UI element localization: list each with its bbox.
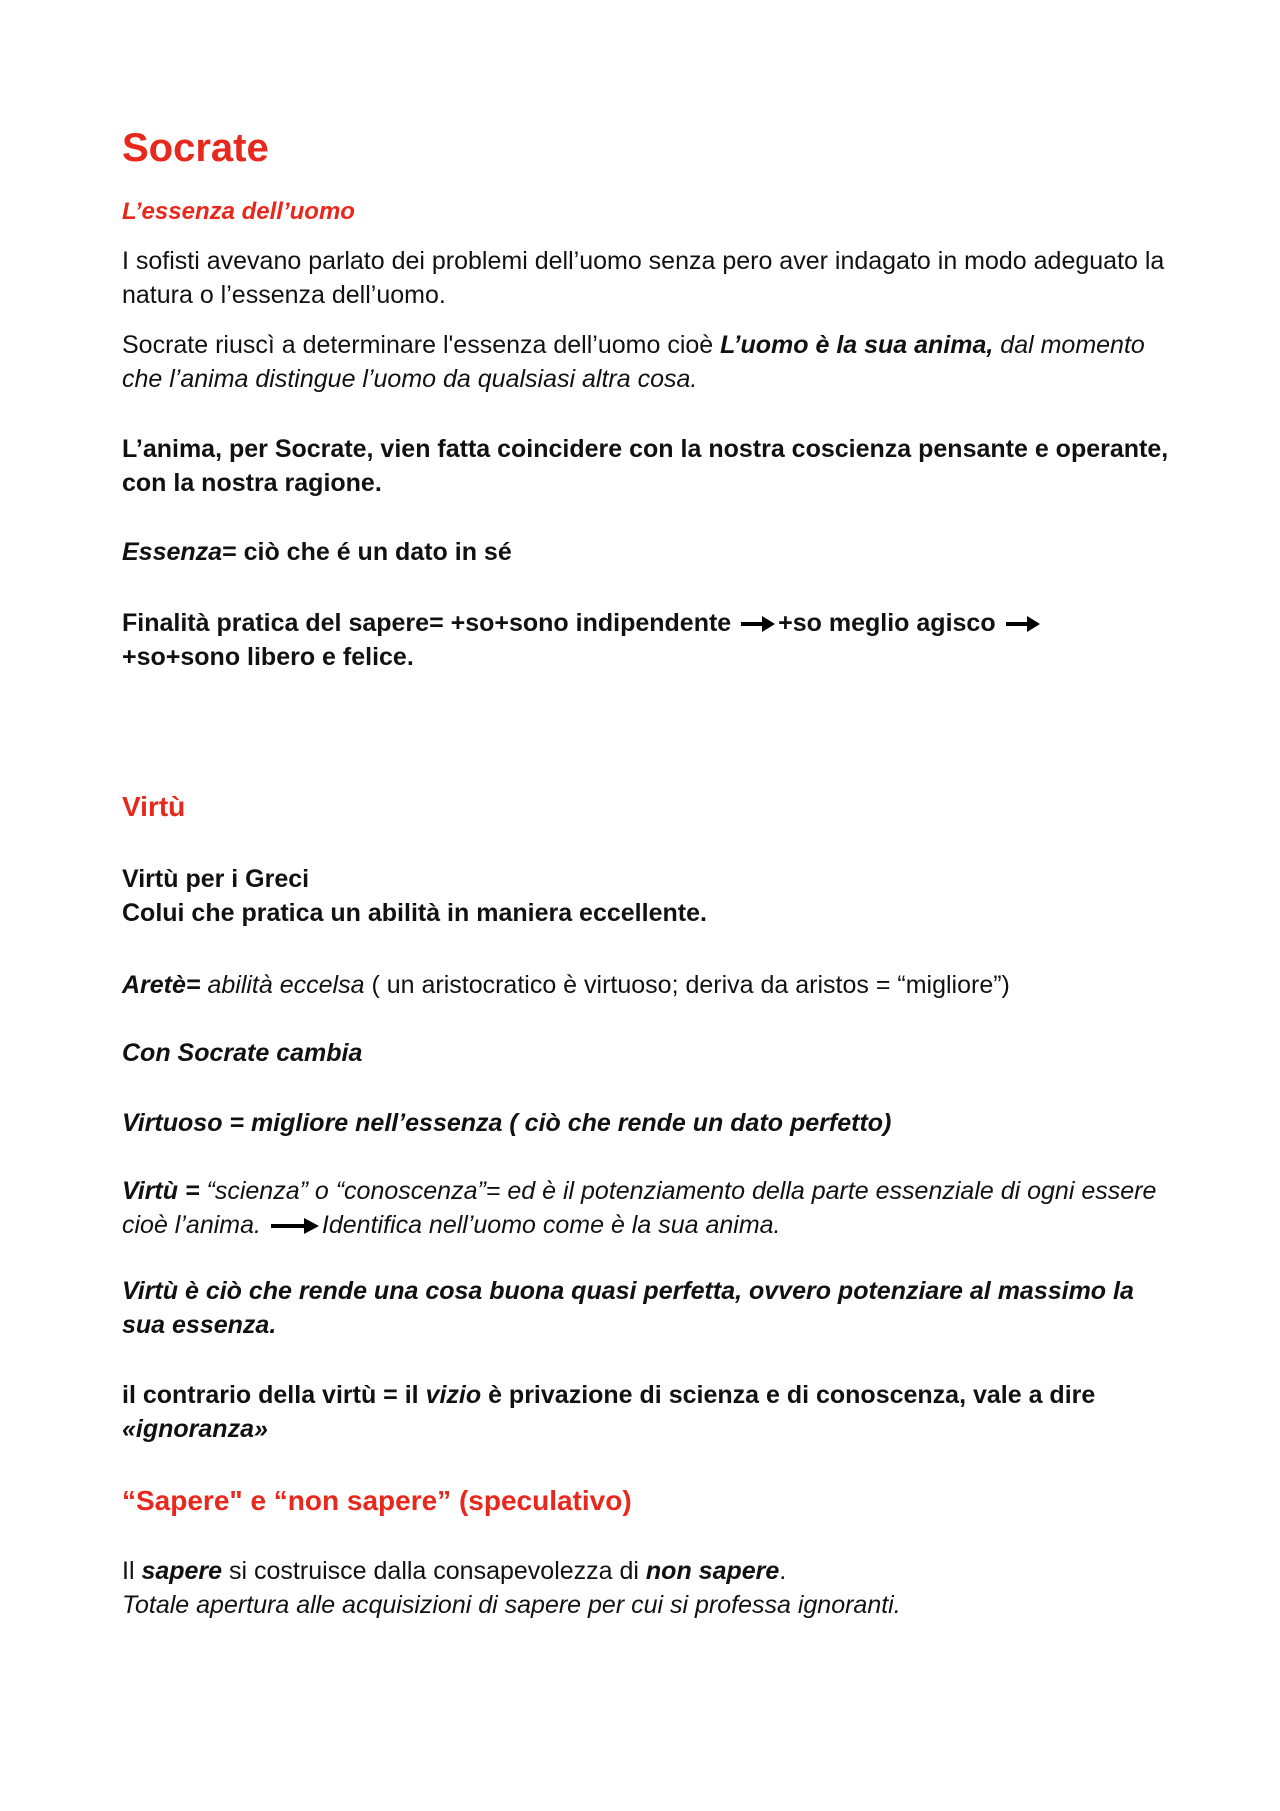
definition-text: ( un aristocratico è virtuoso; deriva da aristos = “migliore”) [364,971,1010,999]
paragraph-finalita-sapere [122,606,1172,674]
term-essenza: Essenza [122,538,223,566]
paragraph-sapere [122,1554,1172,1622]
definition-virtu-scienza [122,1174,1172,1242]
paragraph-con-socrate: Con Socrate cambia [122,1039,363,1067]
right-arrow-icon [270,1217,320,1235]
text-run: Identifica nell’uomo come è la sua anima. [321,1211,781,1239]
text-run: Finalità pratica del sapere= +so+sono indipendente [122,609,739,637]
paragraph-essenza-uomo [122,328,1172,396]
right-arrow-icon [740,615,776,633]
text-run: . [779,1557,787,1585]
paragraph-sofisti: I sofisti avevano parlato dei problemi dell’uomo senza pero aver indagato in modo adeguato la natura o l’essenza dell’uomo. [122,247,1165,309]
paragraph-anima-coscienza: L’anima, per Socrate, vien fatta coincidere con la nostra coscienza pensante e operante, con la nostra ragione. [122,435,1169,497]
text-run: +so+sono libero e felice. [122,643,414,671]
text-line: Virtù per i Greci [122,865,310,893]
paragraph-vizio [122,1378,1172,1446]
text-run: “scienza” o “conoscenza”= ed è il potenziamento della parte essenziale di ogni essere cioè l’anima. [122,1177,1157,1239]
text-run: Il [122,1557,142,1585]
text-line: Colui che pratica un abilità in maniera eccellente. [122,899,707,927]
paragraph-virtu-perfetta: Virtù è ciò che rende una cosa buona quasi perfetta, ovvero potenziare al massimo la sua essenza. [122,1277,1134,1339]
term-non-sapere: non sapere [645,1557,780,1585]
text-run: Socrate riuscì a determinare l'essenza dell’uomo cioè [122,331,721,359]
term-vizio: vizio [425,1381,482,1409]
term-virtu: Virtù = [122,1177,200,1205]
paragraph-virtu-greci [122,862,1172,930]
text-run-italic: dal momento che l’anima distingue l’uomo da qualsiasi altra cosa. [122,331,1145,393]
definition-virtuoso: Virtuoso = migliore nell’essenza ( ciò che rende un dato perfetto) [122,1109,892,1137]
term-ignoranza: «ignoranza» [122,1415,268,1443]
definition-essenza [122,535,1172,569]
right-arrow-icon [1005,615,1041,633]
term-sapere: sapere [141,1557,223,1585]
definition-arete [122,968,1172,1002]
emphasis-anima: L’uomo è la sua anima, [720,331,994,359]
text-run: è privazione di scienza e di conoscenza, vale a dire [481,1381,1096,1409]
definition-italic: abilità eccelsa [200,971,365,999]
text-run: si costruisce dalla consapevolezza di [222,1557,646,1585]
text-run: il contrario della virtù = il [122,1381,426,1409]
section-heading-sapere: “Sapere" e “non sapere” (speculativo) [122,1485,632,1516]
term-arete: Aretè= [122,971,201,999]
text-line-italic: Totale apertura alle acquisizioni di sapere per cui si professa ignoranti. [122,1591,901,1619]
section-subtitle-essenza: L’essenza dell’uomo [122,198,355,225]
definition-text: = ciò che é un dato in sé [222,538,512,566]
page-title: Socrate [122,126,269,170]
text-run: +so meglio agisco [778,609,1003,637]
section-heading-virtu: Virtù [122,791,186,822]
